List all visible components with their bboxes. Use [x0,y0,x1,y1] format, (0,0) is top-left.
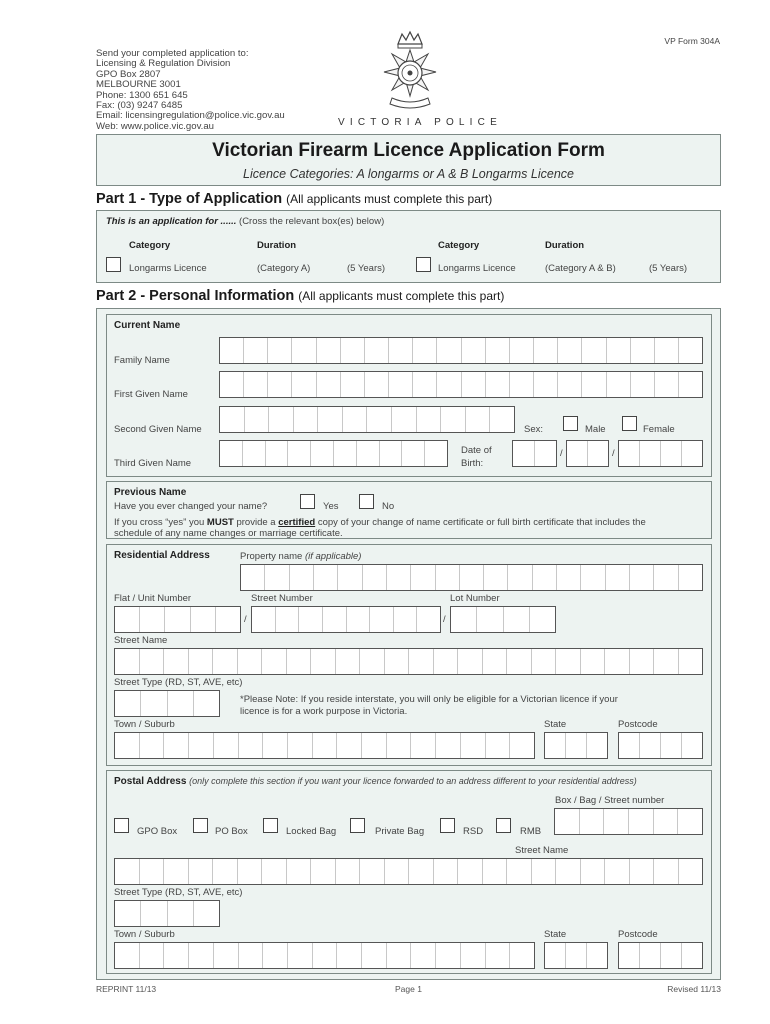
no-label: No [382,501,395,512]
name-change-no-checkbox[interactable] [359,494,374,509]
col-duration: Duration [545,240,585,251]
form-id: VP Form 304A [664,36,720,46]
postal-postcode-field[interactable] [618,942,703,969]
postal-street-type-field[interactable] [114,900,220,927]
female-label: Female [643,424,675,435]
contact-line: Email: licensingregulation@police.vic.gov.au [96,110,285,122]
dob-label-line2: Birth: [461,458,484,469]
note-must: MUST [206,517,234,528]
dob-slash: / [560,448,563,459]
flat-label: Flat / Unit Number [114,593,192,604]
female-checkbox[interactable] [622,416,637,431]
contact-line: Licensing & Regulation Division [96,58,231,70]
male-label: Male [585,424,606,435]
third-name-label: Third Given Name [114,458,192,469]
property-name-field[interactable] [240,564,703,591]
street-name-label: Street Name [114,635,168,646]
slash: / [244,614,247,625]
note-part: If you cross “yes” you [114,517,205,528]
locked-bag-checkbox[interactable] [263,818,278,833]
title-box [96,134,721,186]
postal-street-type-label: Street Type (RD, ST, AVE, etc) [114,887,243,898]
current-name-title: Current Name [114,320,181,331]
note-part: provide a [236,517,276,528]
street-number-label: Street Number [251,593,313,604]
note-part: copy of your change of name certificate or full birth certificate that includes the [317,517,646,528]
footer-revised: Revised 11/13 [667,984,721,994]
part1-intro-bold: This is an application for ...... [106,216,237,227]
form-title: Victorian Firearm Licence Application Form [212,140,605,161]
col-duration: Duration [257,240,297,251]
state-label: State [544,719,567,730]
postal-street-name-label: Street Name [515,845,569,856]
residential-title: Residential Address [114,550,210,561]
part2-note: (All applicants must complete this part) [298,289,505,303]
street-type-label: Street Type (RD, ST, AVE, etc) [114,677,243,688]
dob-day-field[interactable] [512,440,557,467]
postal-postcode-label: Postcode [618,929,658,940]
second-name-field[interactable] [219,406,515,433]
slash: / [443,614,446,625]
category-a-duration: (Category A) [257,263,311,274]
yes-label: Yes [323,501,339,512]
part2-title: Part 2 - Personal Information [96,288,295,304]
postal-title: Postal Address [114,776,187,787]
col-category: Category [129,240,171,251]
property-name: Property name [240,551,303,562]
town-field[interactable] [114,732,535,759]
category-ab-checkbox[interactable] [416,257,431,272]
lot-label: Lot Number [450,593,500,604]
category-ab-years: (5 Years) [649,263,688,274]
name-change-note-line2: schedule of any name changes or marriage certificate. [114,528,343,539]
contact-line: Phone: 1300 651 645 [96,89,188,101]
contact-line: Send your completed application to: [96,48,249,59]
agency-name: VICTORIA POLICE [338,117,502,128]
street-number-field[interactable] [251,606,441,633]
postal-heading [114,776,637,787]
category-a-checkbox[interactable] [106,257,121,272]
contact-line: Fax: (03) 9247 6485 [96,100,183,112]
contact-line: GPO Box 2807 [96,68,161,80]
state-field[interactable] [544,732,608,759]
postal-note: (only complete this section if you want your licence forwarded to an address different to your residential address) [189,776,637,786]
street-name-field[interactable] [114,648,703,675]
name-change-question: Have you ever changed your name? [114,501,268,512]
dob-month-field[interactable] [566,440,609,467]
property-label [240,551,361,562]
name-change-yes-checkbox[interactable] [300,494,315,509]
first-name-label: First Given Name [114,389,188,400]
second-name-label: Second Given Name [114,424,202,435]
first-name-field[interactable] [219,371,703,398]
rsd-checkbox[interactable] [440,818,455,833]
category-a-years: (5 Years) [347,263,386,274]
category-ab-label: Longarms Licence [438,263,516,274]
postal-state-field[interactable] [544,942,608,969]
part1-intro-rest: (Cross the relevant box(es) below) [239,216,385,227]
postal-street-name-field[interactable] [114,858,703,885]
town-label: Town / Suburb [114,719,175,730]
contact-line: MELBOURNE 3001 [96,79,181,91]
part1-intro [106,216,384,227]
postal-town-field[interactable] [114,942,535,969]
form-subtitle: Licence Categories: A longarms or A & B Longarms Licence [243,167,574,181]
category-a-label: Longarms Licence [129,263,207,274]
gpo-box-checkbox[interactable] [114,818,129,833]
contact-line: Web: www.police.vic.gov.au [96,120,215,132]
col-category: Category [438,240,480,251]
dob-label-line1: Date of [461,445,492,456]
locked-bag-label: Locked Bag [286,826,337,837]
police-crest-icon [378,30,442,114]
previous-name-title: Previous Name [114,487,187,498]
property-optional: (if applicable) [304,551,362,562]
family-name-label: Family Name [114,355,170,366]
part1-heading [96,191,492,207]
rmb-label: RMB [520,826,542,837]
name-change-note [114,517,646,528]
postcode-label: Postcode [618,719,658,730]
po-box-label: PO Box [215,826,248,837]
lot-field[interactable] [450,606,556,633]
box-number-label: Box / Bag / Street number [555,795,665,806]
postal-town-label: Town / Suburb [114,929,175,940]
interstate-note-line1: *Please Note: If you reside interstate, you will only be eligible for a Victorian licence if your [240,694,618,705]
private-bag-checkbox[interactable] [350,818,365,833]
private-bag-label: Private Bag [375,826,425,837]
flat-field[interactable] [114,606,241,633]
note-certified: certified [278,517,316,528]
gpo-box-label: GPO Box [137,826,178,837]
rmb-checkbox[interactable] [496,818,511,833]
po-box-checkbox[interactable] [193,818,208,833]
category-ab-duration: (Category A & B) [545,263,616,274]
postcode-field[interactable] [618,732,703,759]
dob-slash: / [612,448,615,459]
part1-note: (All applicants must complete this part) [286,192,493,206]
street-type-field[interactable] [114,690,220,717]
contact-block [96,49,285,132]
part1-title: Part 1 - Type of Application [96,191,283,207]
dob-year-field[interactable] [618,440,703,467]
postal-state-label: State [544,929,567,940]
sex-label: Sex: [524,424,544,435]
footer-page: Page 1 [395,984,422,994]
male-checkbox[interactable] [563,416,578,431]
third-name-field[interactable] [219,440,448,467]
box-number-field[interactable] [554,808,703,835]
interstate-note-line2: licence is for a work purpose in Victoria. [240,706,408,717]
footer-reprint: REPRINT 11/13 [96,984,157,994]
part2-heading [96,288,504,304]
rsd-label: RSD [463,826,484,837]
family-name-field[interactable] [219,337,703,364]
